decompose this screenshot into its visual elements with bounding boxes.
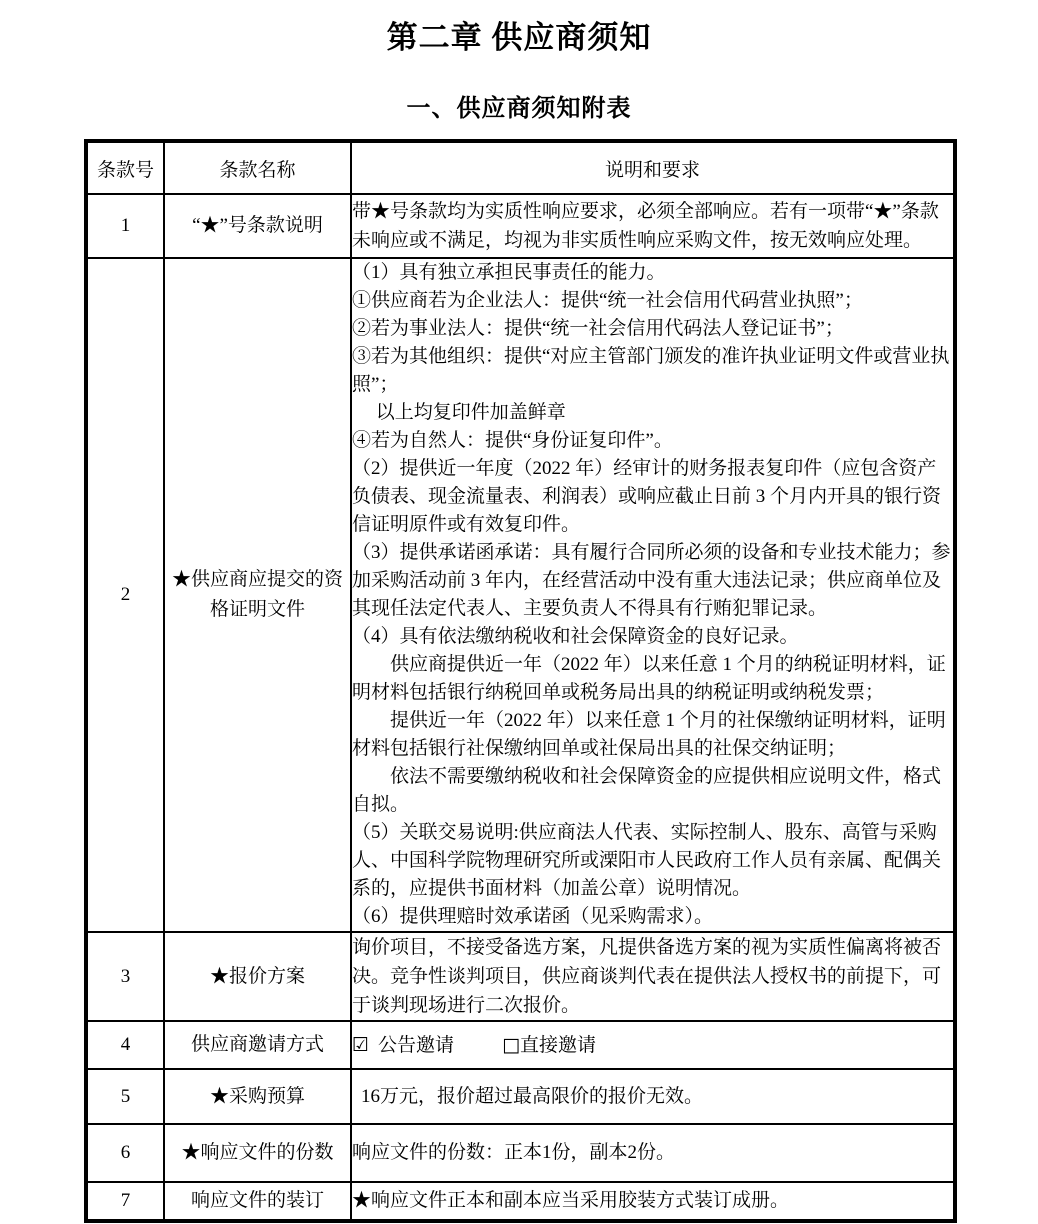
col-header-clause-name: 条款名称 (164, 141, 351, 194)
description-paragraph: ②若为事业法人：提供“统一社会信用代码法人登记证书”； (352, 318, 844, 339)
description-paragraph: （1）具有独立承担民事责任的能力。 (352, 262, 666, 283)
table-header-row (86, 141, 955, 194)
clause-description (351, 932, 955, 1021)
clause-description (351, 1021, 955, 1069)
option-label: 直接邀请 (520, 1034, 597, 1056)
description-paragraph: 响应文件的份数：正本1份，副本2份。 (352, 1142, 676, 1163)
description-paragraph: （2）提供近一年度（2022 年）经审计的财务报表复印件（应包含资产负债表、现金流量表、利润表）或响应截止日前 3 个月内开具的银行资信证明原件或有效复印件。 (352, 458, 942, 535)
clause-number: 6 (86, 1124, 164, 1182)
description-paragraph: （3）提供承诺函承诺：具有履行合同所必须的设备和专业技术能力；参加采购活动前 3 年内，在经营活动中没有重大违法记录；供应商单位及其现任法定代表人、主要负责人不得具有行贿犯罪记录。 (352, 542, 951, 619)
description-paragraph: （6）提供理赔时效承诺函（见采购需求）。 (352, 906, 714, 927)
description-paragraph: ③若为其他组织：提供“对应主管部门颁发的准许执业证明文件或营业执照”； (352, 346, 950, 395)
invitation-options (352, 1031, 953, 1060)
clause-name: 供应商邀请方式 (164, 1021, 351, 1069)
clause-number: 5 (86, 1069, 164, 1124)
description-paragraph: 供应商提供近一年（2022 年）以来任意 1 个月的纳税证明材料，证明材料包括银行纳税回单或税务局出具的纳税证明或纳税发票； (352, 654, 946, 703)
clause-name: ★响应文件的份数 (164, 1124, 351, 1182)
clause-description (351, 1124, 955, 1182)
option-direct-invitation (502, 1035, 596, 1056)
option-label: 公告邀请 (378, 1034, 455, 1056)
clause-number: 7 (86, 1182, 164, 1221)
col-header-description: 说明和要求 (351, 141, 955, 194)
checked-checkbox-icon: ☑ (352, 1033, 370, 1056)
section-title: 一、供应商须知附表 (406, 96, 632, 122)
table-row (86, 1069, 955, 1124)
supplier-notice-table (84, 139, 957, 1223)
description-paragraph: ④若为自然人：提供“身份证复印件”。 (352, 430, 673, 451)
table-row (86, 1021, 955, 1069)
description-paragraph: 提供近一年（2022 年）以来任意 1 个月的社保缴纳证明材料，证明材料包括银行社保缴纳回单或社保局出具的社保交纳证明； (352, 710, 946, 759)
table-row (86, 1124, 955, 1182)
clause-name: “★”号条款说明 (164, 194, 351, 258)
col-header-clause-no: 条款号 (86, 141, 164, 194)
clause-name: ★供应商应提交的资格证明文件 (164, 258, 351, 932)
option-public-invitation (352, 1035, 454, 1056)
clause-description (351, 1069, 955, 1124)
description-paragraph: 询价项目，不接受备选方案，凡提供备选方案的视为实质性偏离将被否决。竞争性谈判项目，供应商谈判代表在提供法人授权书的前提下，可于谈判现场进行二次报价。 (352, 937, 942, 1016)
clause-number: 2 (86, 258, 164, 932)
clause-name: ★采购预算 (164, 1069, 351, 1124)
clause-name: 响应文件的装订 (164, 1182, 351, 1221)
description-paragraph: 依法不需要缴纳税收和社会保障资金的应提供相应说明文件，格式自拟。 (352, 766, 942, 815)
page-title: 第二章 供应商须知 (386, 20, 652, 55)
table-row (86, 258, 955, 932)
clause-name: ★报价方案 (164, 932, 351, 1021)
description-paragraph: 16万元，报价超过最高限价的报价无效。 (361, 1085, 704, 1107)
description-paragraph: ①供应商若为企业法人：提供“统一社会信用代码营业执照”； (352, 290, 863, 311)
table-row (86, 932, 955, 1021)
clause-number: 3 (86, 932, 164, 1021)
description-paragraph: 带★号条款均为实质性响应要求，必须全部响应。若有一项带“★”条款未响应或不满足，均视为非实质性响应采购文件，按无效响应处理。 (352, 201, 939, 251)
clause-description (351, 1182, 955, 1221)
clause-number: 1 (86, 194, 164, 258)
clause-description (351, 194, 955, 258)
clause-description (351, 258, 955, 932)
table-row (86, 194, 955, 258)
description-paragraph: （4）具有依法缴纳税收和社会保障资金的良好记录。 (352, 626, 799, 647)
description-paragraph: ★响应文件正本和副本应当采用胶装方式装订成册。 (352, 1190, 790, 1211)
description-paragraph: 以上均复印件加盖鲜章 (352, 402, 566, 423)
description-paragraph: （5）关联交易说明:供应商法人代表、实际控制人、股东、高管与采购人、中国科学院物理研究所或溧阳市人民政府工作人员有亲属、配偶关系的，应提供书面材料（加盖公章）说明情况。 (352, 822, 942, 899)
unchecked-checkbox-icon: □ (502, 1033, 521, 1056)
clause-number: 4 (86, 1021, 164, 1069)
table-row (86, 1182, 955, 1221)
